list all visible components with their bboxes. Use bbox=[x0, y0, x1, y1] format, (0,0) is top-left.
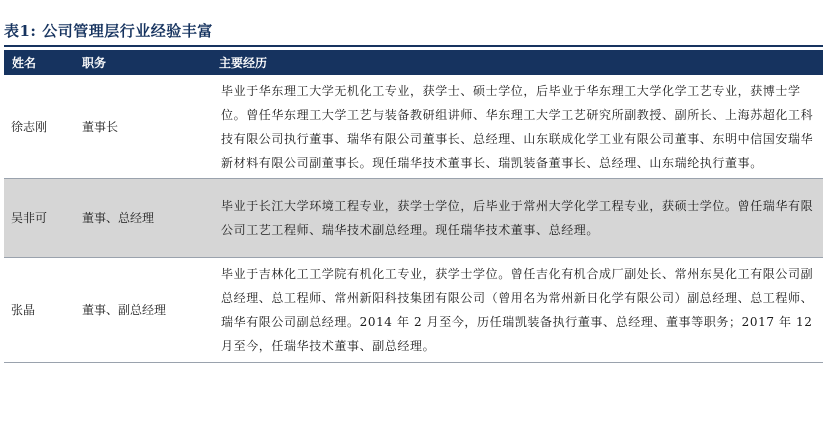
management-table bbox=[4, 50, 823, 363]
header-role: 职务 bbox=[74, 50, 211, 75]
table-row bbox=[4, 179, 823, 258]
person-role: 董事、总经理 bbox=[74, 179, 211, 258]
header-experience: 主要经历 bbox=[211, 50, 823, 75]
person-name: 吴非可 bbox=[4, 179, 74, 258]
person-role: 董事、副总经理 bbox=[74, 258, 211, 363]
person-name: 徐志刚 bbox=[4, 75, 74, 179]
table-row bbox=[4, 258, 823, 363]
table-row bbox=[4, 75, 823, 179]
person-experience: 毕业于长江大学环境工程专业，获学士学位，后毕业于常州大学化学工程专业，获硕士学位。曾任瑞华有限公司工艺工程师、瑞华技术副总经理。现任瑞华技术董事、总经理。 bbox=[211, 179, 823, 258]
table-caption: 表1: 公司管理层行业经验丰富 bbox=[4, 22, 213, 40]
person-experience: 毕业于吉林化工工学院有机化工专业，获学士学位。曾任吉化有机合成厂副处长、常州东昊化工有限公司副总经理、总工程师、常州新阳科技集团有限公司（曾用名为常州新日化学有限公司）副总经理、总工程师、瑞华有限公司副总经理。2014 年 2 月至今，历任瑞凯装备执行董事、总经理、董事等职务；2017 年 12 月至今，任瑞华技术董事、副总经理。 bbox=[211, 258, 823, 363]
person-experience: 毕业于华东理工大学无机化工专业，获学士、硕士学位，后毕业于华东理工大学化学工艺专业，获博士学位。曾任华东理工大学工艺与装备教研组讲师、华东理工大学工艺研究所副教授、副所长、上海苏超化工科技有限公司执行董事、瑞华有限公司董事长、总经理、山东联成化学工业有限公司董事、东明中信国安瑞华新材料有限公司副董事长。现任瑞华技术董事长、瑞凯装备董事长、总经理、山东瑞纶执行董事。 bbox=[211, 75, 823, 179]
person-role: 董事长 bbox=[74, 75, 211, 179]
person-name: 张晶 bbox=[4, 258, 74, 363]
caption-rule bbox=[4, 45, 823, 47]
table-header-row bbox=[4, 50, 823, 75]
header-name: 姓名 bbox=[4, 50, 74, 75]
